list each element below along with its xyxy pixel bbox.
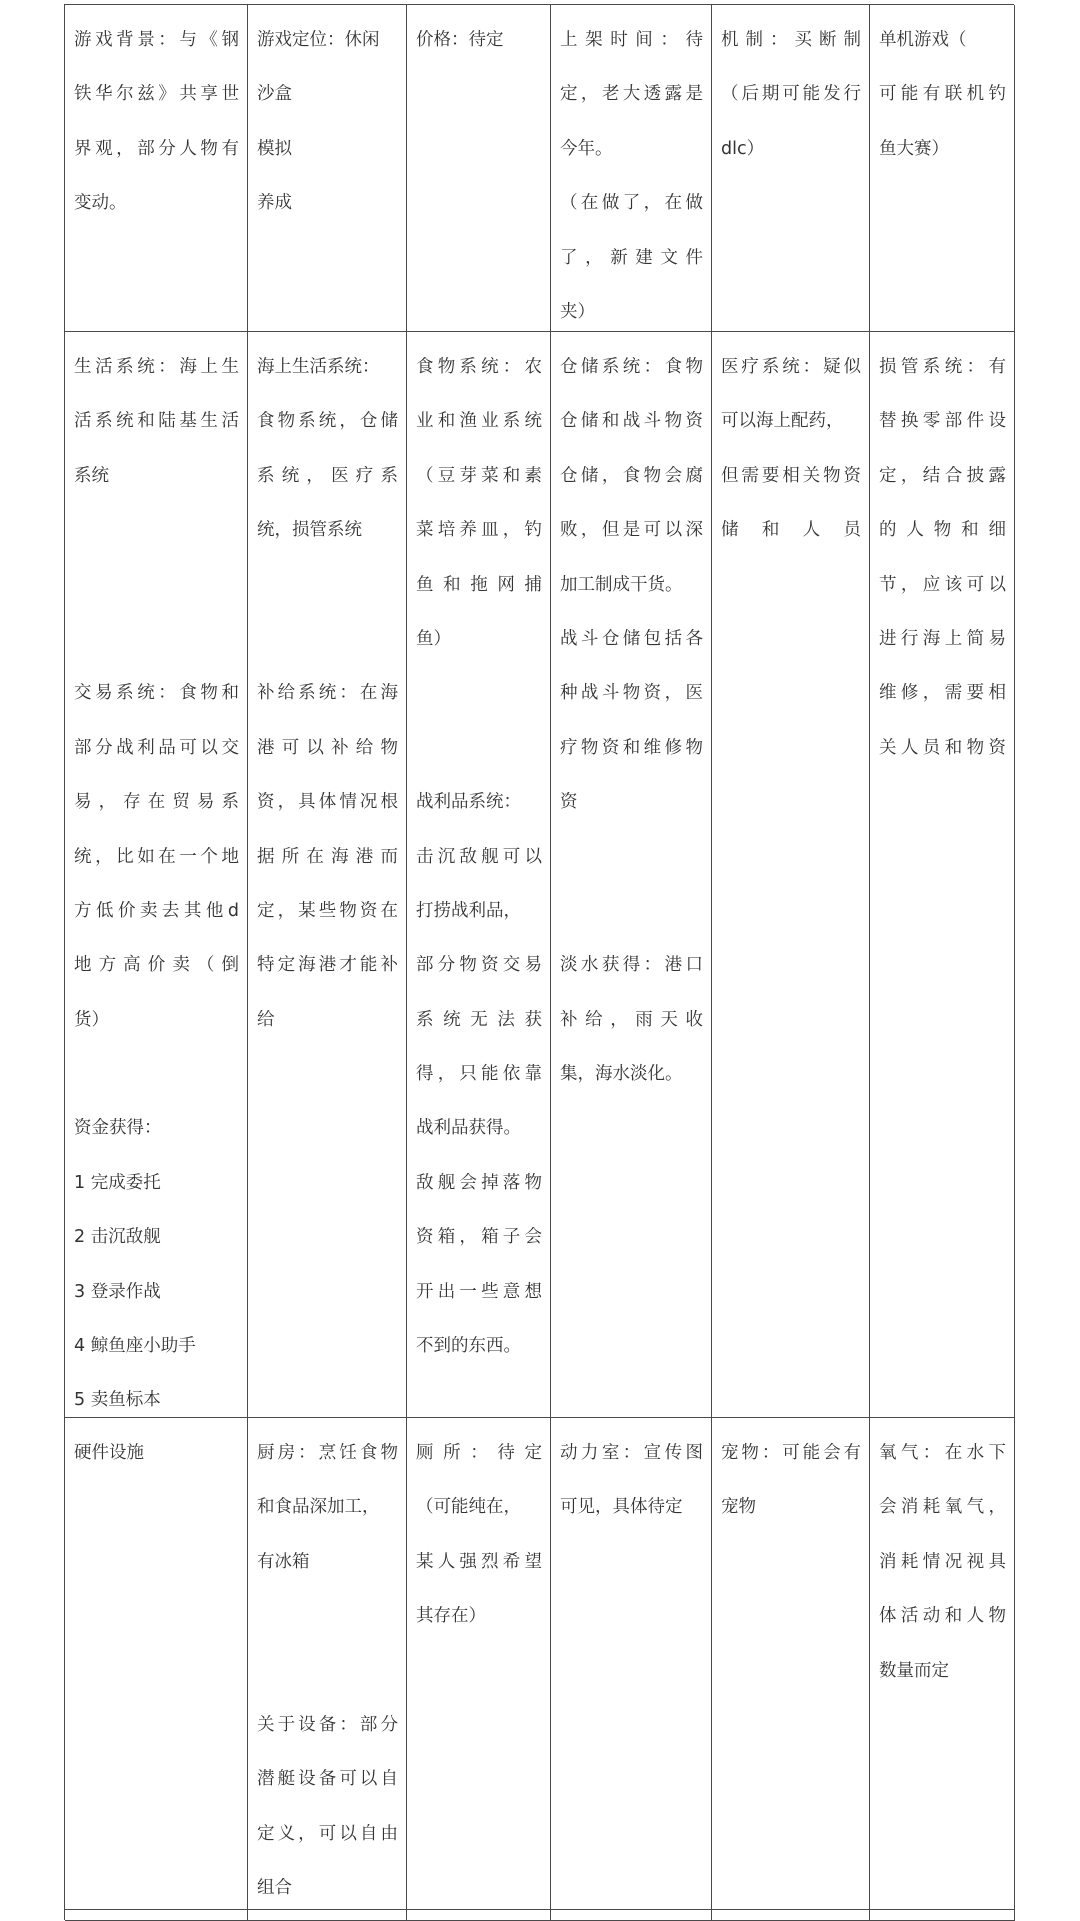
cell-text-line: 4 鲸鱼座小助手 xyxy=(74,1336,196,1357)
cell-text-line: 统，比如在一个地 xyxy=(74,846,239,867)
table-cell xyxy=(407,5,551,332)
cell-text-line: 鱼和拖网捕 xyxy=(416,574,542,595)
cell-text-line xyxy=(257,612,398,666)
cell-text-line: 宠物 xyxy=(721,1497,756,1518)
cell-text-line xyxy=(257,558,398,612)
cell-text-line: 其存在） xyxy=(416,1606,486,1627)
cell-text-line: 战利品系统： xyxy=(416,792,521,813)
cell-text-line: 据所在海港而 xyxy=(257,846,398,867)
cell-text-line: 种战斗物资，医 xyxy=(560,683,703,704)
cell-text-line: 定义，可以自由 xyxy=(257,1823,398,1844)
cell-text-line: 会消耗氧气， xyxy=(879,1497,1006,1518)
cell-text-line: 宠物：可能会有 xyxy=(721,1443,861,1463)
table-cell xyxy=(65,5,248,332)
cell-text-line: 加工制成干货。 xyxy=(560,574,683,595)
cell-text-line xyxy=(416,666,542,720)
cell-text-line: 储和人员 xyxy=(721,520,861,541)
cell-text-line: 开出一些意想 xyxy=(416,1281,542,1302)
cell-text-line: 铁华尔兹》共享世 xyxy=(74,84,239,105)
cell-text-line: 替换零部件设 xyxy=(879,411,1006,432)
cell-text-line: 货） xyxy=(74,1009,109,1030)
cell-text-line: 上架时间：待 xyxy=(560,30,703,50)
cell-text-line: 消耗情况视具 xyxy=(879,1551,1006,1572)
table-cell xyxy=(870,332,1015,1418)
cell-text-line: 补给，雨天收 xyxy=(560,1009,703,1030)
cell-text-line: 仓储和战斗物资 xyxy=(560,411,703,432)
cell-text-line: 鱼大赛） xyxy=(879,138,949,159)
cell-text-line: 但需要相关物资 xyxy=(721,465,861,486)
cell-text-line: 战利品获得。 xyxy=(416,1118,521,1139)
cell-text-line: 界观，部分人物有 xyxy=(74,138,239,159)
table-cell xyxy=(248,1418,407,1910)
table-cell xyxy=(870,5,1015,332)
cell-text-line: 资，具体情况根 xyxy=(257,792,398,813)
cell-text-line: 活系统和陆基生活 xyxy=(74,411,239,432)
cell-text-line: 给 xyxy=(257,1009,275,1030)
cell-text-line: 定，某些物资在 xyxy=(257,900,398,921)
table-cell xyxy=(407,1418,551,1910)
cell-text-line: 医疗系统：疑似 xyxy=(721,357,861,377)
cell-text-line: 体活动和人物 xyxy=(879,1606,1006,1627)
cell-text-line: 得，只能依靠 xyxy=(416,1064,542,1085)
table-cell xyxy=(248,1910,407,1921)
cell-text-line: 补给系统：在海 xyxy=(257,683,398,704)
cell-text-line: 部分物资交易 xyxy=(416,955,542,976)
cell-text-line: （在做了，在做 xyxy=(560,193,703,214)
cell-text-line: 方低价卖去其他d xyxy=(74,900,239,921)
cell-text-line xyxy=(74,612,239,666)
cell-text-line: 进行海上简易 xyxy=(879,628,1006,649)
table-cell xyxy=(551,1910,712,1921)
cell-text-line xyxy=(560,884,703,938)
cell-text-line: 系统，医疗系 xyxy=(257,465,398,486)
cell-text-line: 疗物资和维修物 xyxy=(560,737,703,758)
cell-text-line: 有冰箱 xyxy=(257,1551,310,1572)
cell-text-line: 系统 xyxy=(74,465,109,486)
cell-text-line: 变动。 xyxy=(74,193,127,214)
cell-text-line: 可见，具体待定 xyxy=(560,1497,683,1518)
cell-text-line: （可能纯在， xyxy=(416,1497,521,1518)
cell-text-line: 地方高价卖（倒 xyxy=(74,955,239,976)
table-cell xyxy=(551,5,712,332)
table-cell xyxy=(870,1910,1015,1921)
cell-text-line: 潜艇设备可以自 xyxy=(257,1769,398,1790)
cell-text-line: 沙盒 xyxy=(257,84,292,105)
cell-text-line: 游戏定位：休闲 xyxy=(257,30,380,50)
table-cell xyxy=(407,1910,551,1921)
cell-text-line: 节，应该可以 xyxy=(879,574,1006,595)
cell-text-line: 不到的东西。 xyxy=(416,1336,521,1357)
cell-text-line: 单机游戏（ xyxy=(879,30,967,50)
cell-text-line: 5 卖鱼标本 xyxy=(74,1390,161,1411)
cell-text-line xyxy=(257,1644,398,1698)
table-cell xyxy=(248,332,407,1418)
table-cell xyxy=(712,1910,870,1921)
cell-text-line: 动力室：宣传图 xyxy=(560,1443,703,1463)
cell-text-line: 击沉敌舰可以 xyxy=(416,846,542,867)
table-cell xyxy=(712,332,870,1418)
cell-text-line: 仓储系统：食物 xyxy=(560,357,703,377)
cell-text-line: 关于设备：部分 xyxy=(257,1714,398,1735)
cell-text-line: 鱼） xyxy=(416,628,451,649)
cell-text-line: 集，海水淡化。 xyxy=(560,1064,683,1085)
cell-text-line: dlc） xyxy=(721,138,765,159)
cell-text-line: 数量而定 xyxy=(879,1660,949,1681)
table-cell xyxy=(65,1418,248,1910)
cell-text-line: 1 完成委托 xyxy=(74,1172,161,1193)
cell-text-line: 夹） xyxy=(560,301,595,322)
table-cell xyxy=(712,1418,870,1910)
cell-text-line: 某人强烈希望 xyxy=(416,1551,542,1572)
table-cell xyxy=(65,1910,248,1921)
cell-text-line xyxy=(74,558,239,612)
cell-text-line: 资 xyxy=(560,792,578,813)
cell-text-line: 淡水获得：港口 xyxy=(560,955,703,976)
cell-text-line: 打捞战利品， xyxy=(416,900,521,921)
table-cell xyxy=(551,1418,712,1910)
cell-text-line: （豆芽菜和素 xyxy=(416,465,542,486)
cell-text-line: 海上生活系统： xyxy=(257,357,380,377)
table-cell xyxy=(65,332,248,1418)
table-cell xyxy=(870,1418,1015,1910)
cell-text-line: 资箱，箱子会 xyxy=(416,1227,542,1248)
cell-text-line: 系统无法获 xyxy=(416,1009,542,1030)
cell-text-line: 业和渔业系统 xyxy=(416,411,542,432)
cell-text-line: 2 击沉敌舰 xyxy=(74,1227,161,1248)
cell-text-line: 食物系统，仓储 xyxy=(257,411,398,432)
cell-text-line xyxy=(257,1589,398,1643)
cell-text-line: 3 登录作战 xyxy=(74,1281,161,1302)
cell-text-line: 易，存在贸易系 xyxy=(74,792,239,813)
cell-text-line: 今年。 xyxy=(560,138,613,159)
cell-text-line: 损管系统：有 xyxy=(879,357,1006,377)
cell-text-line xyxy=(74,503,239,557)
cell-text-line xyxy=(416,721,542,775)
cell-text-line: 战斗仓储包括各 xyxy=(560,628,703,649)
cell-text-line: 游戏背景：与《钢 xyxy=(74,30,239,50)
cell-text-line: 定，结合披露 xyxy=(879,465,1006,486)
cell-text-line: 可以海上配药， xyxy=(721,411,844,432)
cell-text-line: 养成 xyxy=(257,193,292,214)
cell-text-line: 菜培养皿，钓 xyxy=(416,520,542,541)
cell-text-line: 交易系统：食物和 xyxy=(74,683,239,704)
cell-text-line: 敌舰会掉落物 xyxy=(416,1172,542,1193)
cell-text-line: 定，老大透露是 xyxy=(560,84,703,105)
table-cell xyxy=(712,5,870,332)
info-table xyxy=(64,4,1014,1920)
cell-text-line: 和食品深加工， xyxy=(257,1497,380,1518)
cell-text-line xyxy=(74,1047,239,1101)
cell-text-line: 的人物和细 xyxy=(879,520,1006,541)
cell-text-line: 港可以补给物 xyxy=(257,737,398,758)
cell-text-line: 硬件设施 xyxy=(74,1443,144,1463)
cell-text-line: 维修，需要相 xyxy=(879,683,1006,704)
cell-text-line: 资金获得： xyxy=(74,1118,162,1139)
cell-text-line: 厨房：烹饪食物 xyxy=(257,1443,398,1463)
cell-text-line: 部分战利品可以交 xyxy=(74,737,239,758)
table-cell xyxy=(551,332,712,1418)
cell-text-line: （后期可能发行 xyxy=(721,84,861,105)
cell-text-line: 组合 xyxy=(257,1878,292,1899)
table-cell xyxy=(407,332,551,1418)
cell-text-line: 特定海港才能补 xyxy=(257,955,398,976)
cell-text-line: 氧气：在水下 xyxy=(879,1443,1006,1463)
cell-text-line: 仓储，食物会腐 xyxy=(560,465,703,486)
cell-text-line: 机制：买断制 xyxy=(721,30,861,50)
cell-text-line: 价格：待定 xyxy=(416,30,504,50)
cell-text-line xyxy=(560,830,703,884)
table-cell xyxy=(248,5,407,332)
cell-text-line: 厕所：待定 xyxy=(416,1443,542,1463)
cell-text-line: 关人员和物资 xyxy=(879,737,1006,758)
cell-text-line: 生活系统：海上生 xyxy=(74,357,239,377)
cell-text-line: 模拟 xyxy=(257,138,292,159)
cell-text-line: 败，但是可以深 xyxy=(560,520,703,541)
cell-text-line: 可能有联机钓 xyxy=(879,84,1006,105)
cell-text-line: 食物系统：农 xyxy=(416,357,542,377)
cell-text-line: 统，损管系统 xyxy=(257,520,362,541)
cell-text-line: 了，新建文件 xyxy=(560,247,703,268)
